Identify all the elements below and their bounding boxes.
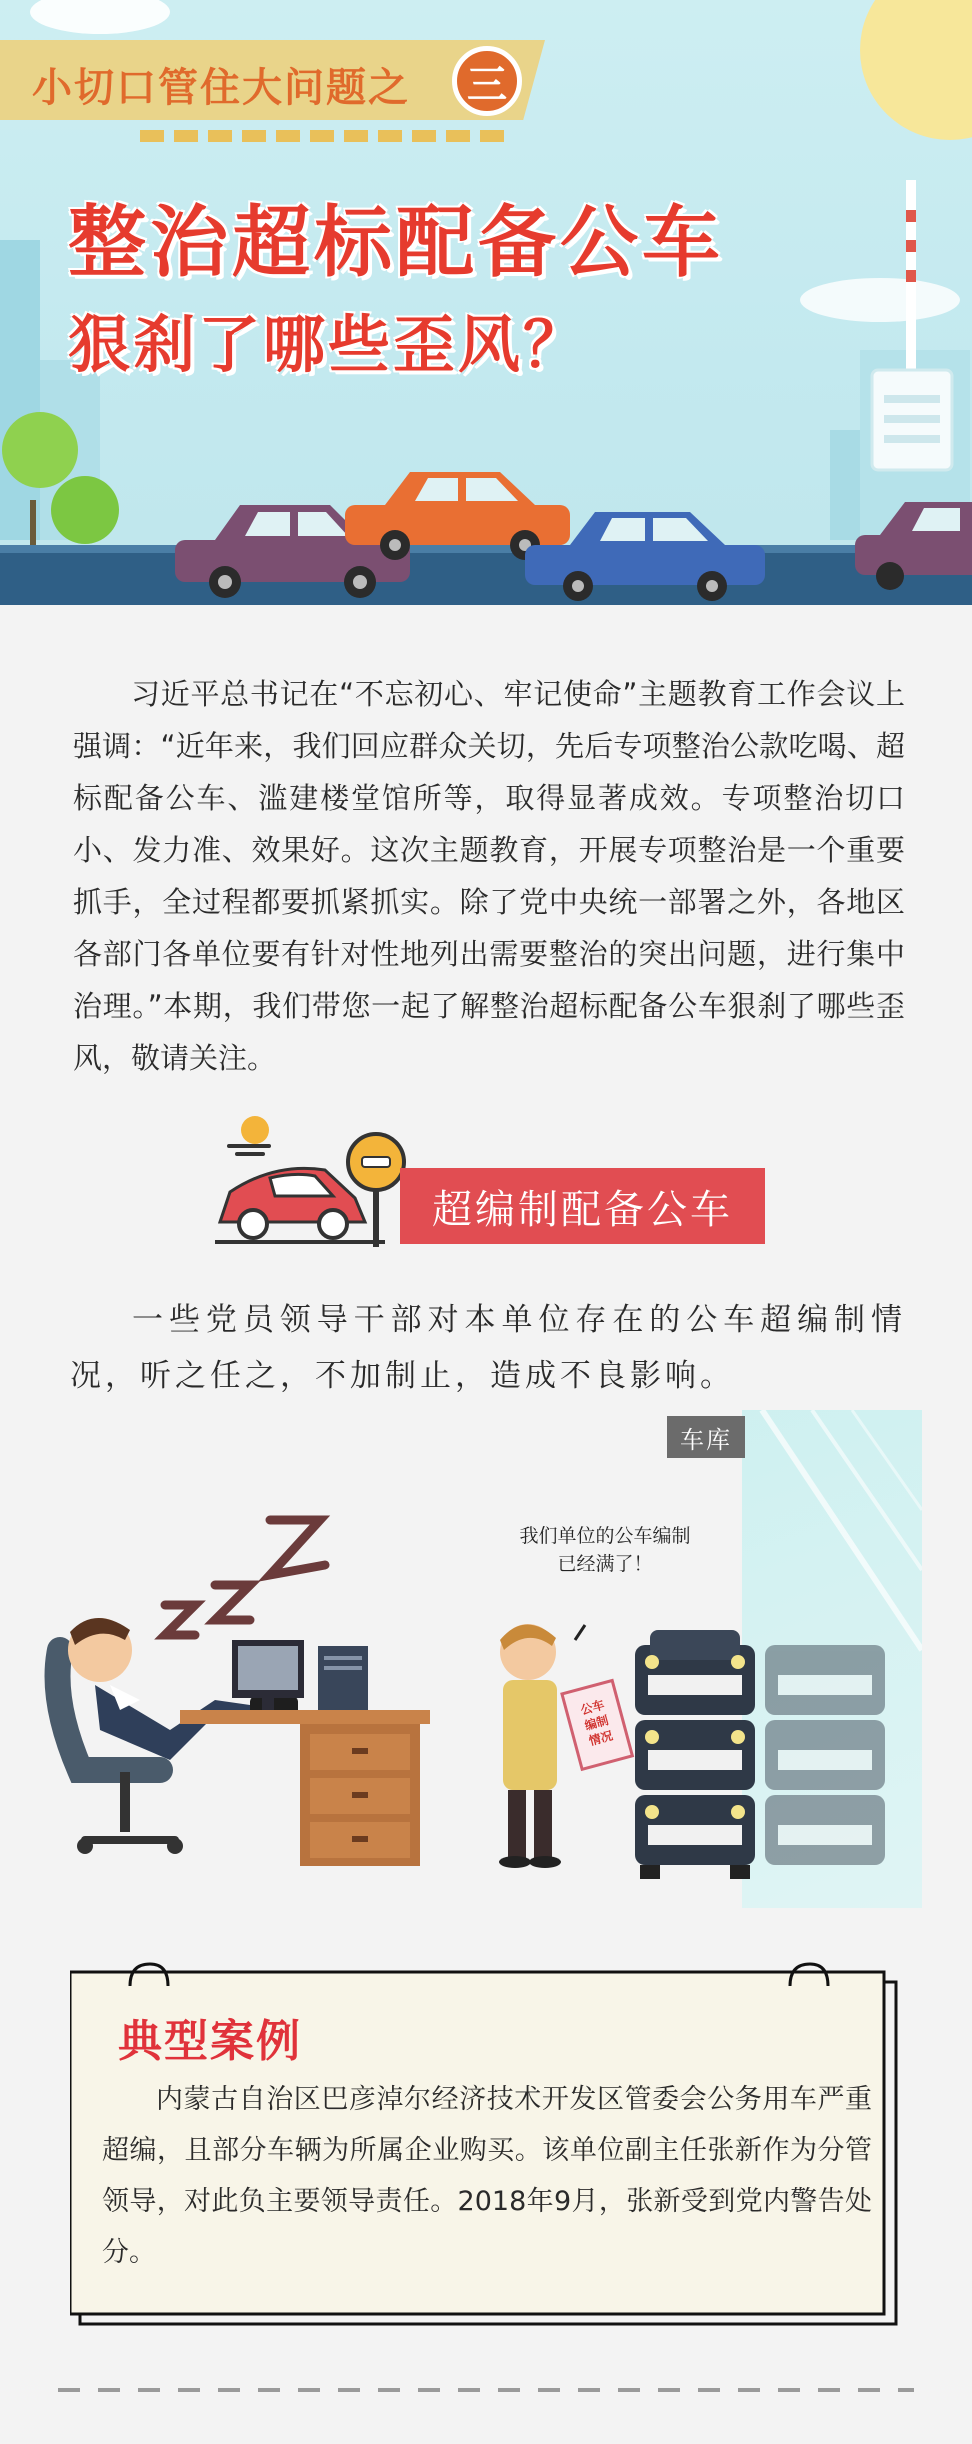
section-description: 一些党员领导干部对本单位存在的公车超编制情况，听之任之，不加制止，造成不良影响。 — [70, 1302, 906, 1394]
page-subtitle: 狠刹了哪些歪风？ — [68, 308, 589, 381]
page-title: 整治超标配备公车 — [68, 198, 725, 288]
case-title: 典型案例 — [118, 2016, 302, 2067]
section-label: 超编制配备公车 — [400, 1168, 765, 1244]
document-paper — [562, 1680, 632, 1769]
series-number-badge: 三 — [452, 46, 522, 116]
office-garage-illustration — [0, 1400, 972, 1920]
intro-paragraph: 习近平总书记在“不忘初心、牢记使命”主题教育工作会议上强调：“近年来，我们回应群众关切，先后专项整治公款吃喝、超标配备公车、滥建楼堂馆所等，取得显著成效。专项整治切口小、发力准、效果好。这次主题教育，开展专项整治是一个重要抓手，全过程都要抓紧抓实。除了党中央统一部署之外，各地区各部门各单位要有针对性地列出需要整治的突出问题，进行集中治理。”本期，我们带您一起了解整治超标配备公车狠刹了哪些歪风，敬请关注。 — [73, 677, 905, 1075]
case-body: 内蒙古自治区巴彦淖尔经济技术开发区管委会公务用车严重超编，且部分车辆为所属企业购买。该单位副主任张新作为分管领导，对此负主要领导责任。2018年9月，张新受到党内警告处分。 — [102, 2084, 872, 2268]
sleep-zzz — [165, 1520, 325, 1635]
garage-tag: 车库 — [667, 1416, 745, 1458]
speech-line-2: 已经满了！ — [557, 1553, 653, 1575]
svg-text:情况: 情况 — [587, 1728, 615, 1749]
svg-text:编制: 编制 — [583, 1713, 611, 1733]
bottom-dashed-divider — [58, 2388, 914, 2392]
svg-text:公车: 公车 — [579, 1697, 606, 1718]
speech-bubble-text — [490, 1522, 720, 1578]
speech-line-1: 我们单位的公车编制 — [519, 1525, 691, 1547]
hero-banner — [0, 0, 972, 605]
series-text: 小切口管住大问题之 — [32, 65, 410, 111]
decorative-dash-strip — [140, 130, 510, 142]
garage-cars — [635, 1630, 885, 1879]
